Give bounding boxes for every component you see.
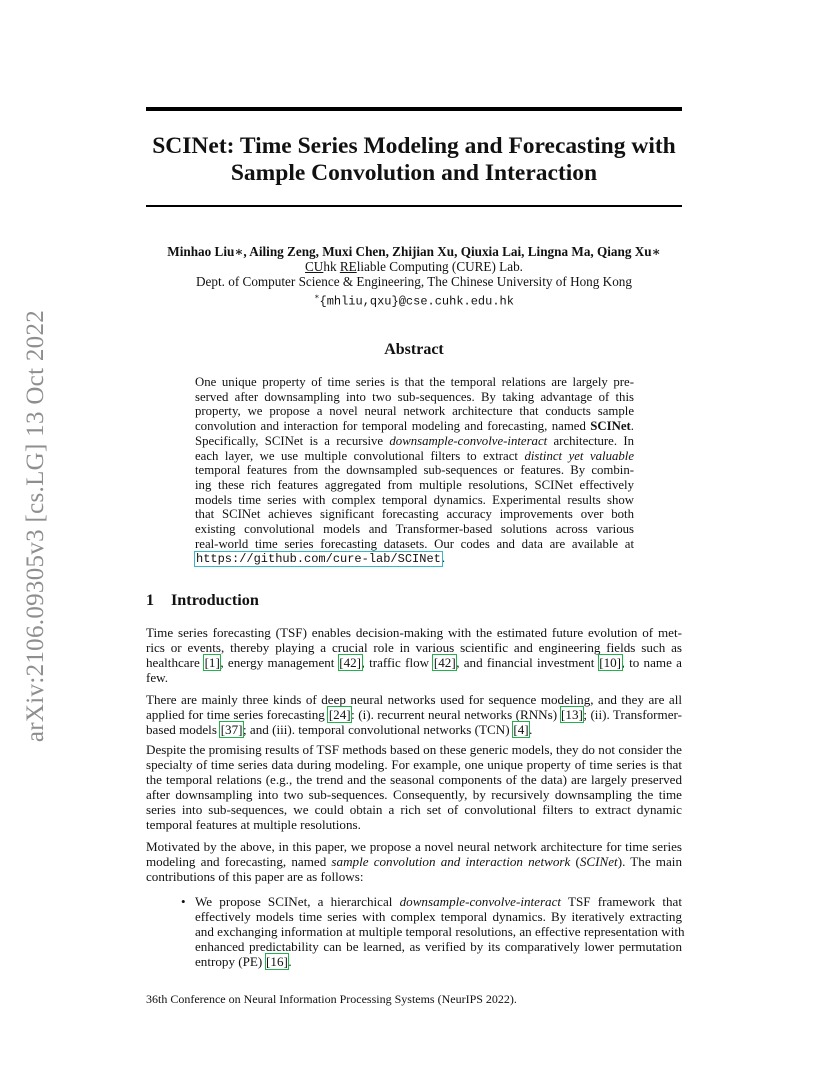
body-italic: SCINet <box>579 854 618 869</box>
citation-link[interactable]: [37] <box>220 722 243 737</box>
body-line: There are mainly three kinds of deep neural networks used for sequence modeling, and they are all <box>146 692 682 707</box>
body-text: , and financial investment <box>456 655 599 670</box>
lab-hk: hk <box>323 259 340 274</box>
abstract-line <box>195 419 634 434</box>
body-text: . <box>529 722 533 737</box>
abstract-heading: Abstract <box>384 341 444 358</box>
conference-footer: 36th Conference on Neural Information Processing Systems (NeurIPS 2022). <box>146 992 517 1006</box>
title-line-2: Sample Convolution and Interaction <box>230 160 598 186</box>
bullet-line <box>195 894 682 909</box>
abstract-italic: distinct yet valuable <box>524 448 635 463</box>
bullet-line: and exchanging information at multiple temporal resolutions, an effective representation with <box>195 924 685 939</box>
body-line: contributions of this paper are as follows: <box>146 869 364 884</box>
email-star: ∗ <box>314 292 320 301</box>
body-line: few. <box>146 670 169 685</box>
body-italic: downsample-convolve-interact <box>399 894 562 909</box>
abstract-italic: downsample-convolve-interact <box>389 433 548 448</box>
abstract-line: real-world time series forecasting datasets. Our codes and data are available at <box>195 536 634 551</box>
citation-link[interactable]: [24] <box>328 707 351 722</box>
body-line: the temporal relations (e.g., the trend and the seasonal components of the data) are largely preserved <box>146 772 682 787</box>
bullet-line: effectively models time series with complex temporal dynamics. By iteratively extracting <box>195 909 682 924</box>
github-link[interactable]: https://github.com/cure-lab/SCINet <box>196 552 441 567</box>
section-title: Introduction <box>171 591 259 609</box>
body-text: We propose SCINet, a hierarchical <box>195 894 400 909</box>
abstract-text: . <box>441 551 446 566</box>
citation-link[interactable]: [10] <box>599 655 622 670</box>
body-line: Motivated by the above, in this paper, we propose a novel neural network architecture for time series <box>146 839 682 854</box>
body-line: Despite the promising results of TSF methods based on these generic models, they do not consider the <box>146 742 682 757</box>
body-text: based models <box>146 722 221 737</box>
body-line: rics or events, thereby playing a crucial role in various scientific and engineering fields such as <box>146 640 682 655</box>
section-heading-introduction <box>146 591 259 610</box>
body-text: , to name a <box>621 655 682 670</box>
abstract-line: models time series with complex temporal dynamics. Experimental results show <box>195 492 634 507</box>
citation-link[interactable]: [42] <box>339 655 362 670</box>
body-text: ( <box>570 854 580 869</box>
lab-cu: CU <box>305 259 324 274</box>
body-text: entropy (PE) <box>195 954 266 969</box>
abstract-line: One unique property of time series is that the temporal relations are largely pre- <box>195 375 634 389</box>
abstract-text: . <box>630 419 634 434</box>
body-text: modeling and forecasting, named <box>146 854 332 869</box>
section-number: 1 <box>146 591 155 609</box>
abstract-line <box>195 551 634 567</box>
bullet-line <box>195 954 682 969</box>
lab-re: RE <box>339 259 357 274</box>
abstract-line: property, we propose a novel neural network architecture that conducts sample <box>195 404 634 419</box>
department: Dept. of Computer Science & Engineering, The Chinese University of Hong Kong <box>196 274 632 289</box>
bullet-line: enhanced predictability can be learned, as verified by its comparatively lower permutation <box>195 939 682 954</box>
body-text: , energy management <box>220 655 339 670</box>
citation-link[interactable]: [4] <box>513 722 529 737</box>
citation-link[interactable]: [13] <box>561 707 583 722</box>
title-line-1: SCINet: Time Series Modeling and Forecasting with <box>152 133 676 159</box>
title-top-rule <box>146 107 682 111</box>
abstract-text: convolution and interaction for temporal modeling and forecasting, named <box>195 419 591 434</box>
citation-link[interactable]: [16] <box>266 954 288 969</box>
citation-link[interactable]: [1] <box>204 655 220 670</box>
body-text: . <box>288 954 292 969</box>
body-line: temporal features at multiple resolutions. <box>146 817 361 832</box>
abstract-text: Specifically, SCINet is a recursive <box>195 433 390 448</box>
body-text: applied for time series forecasting <box>146 707 329 722</box>
abstract-line: served after downsampling into two sub-sequences. By taking advantage of this <box>195 389 634 404</box>
author-list: Minhao Liu∗, Ailing Zeng, Muxi Chen, Zhijian Xu, Qiuxia Lai, Lingna Ma, Qiang Xu∗ <box>167 244 661 259</box>
body-text: : (i). recurrent neural networks (RNNs) <box>351 707 561 722</box>
body-text: ; (ii). Transformer- <box>583 707 683 722</box>
abstract-line: existing convolutional models and Transformer-based solutions across various <box>195 522 634 536</box>
body-text: healthcare <box>146 655 205 670</box>
lab-rest: liable Computing (CURE) Lab. <box>356 259 523 274</box>
email-text[interactable]: {mhliu,qxu}@cse.cuhk.edu.hk <box>319 294 514 309</box>
abstract-text: each layer, we use multiple convolutional filters to extract <box>195 448 525 463</box>
abstract-text: architecture. In <box>547 433 634 448</box>
abstract-line: temporal features from the downsampled sub-sequences or features. By combin- <box>195 463 634 478</box>
citation-link[interactable]: [42] <box>433 655 456 670</box>
abstract-line <box>195 449 634 464</box>
body-text: , traffic flow <box>361 655 434 670</box>
body-line: Time series forecasting (TSF) enables decision-making with the estimated future evolution of met- <box>146 625 682 640</box>
body-line: after downsampling into two sub-sequences. Consequently, by recursively downsampling the time <box>146 787 682 802</box>
body-italic: sample convolution and interaction network <box>331 854 571 869</box>
arxiv-id-text: arXiv:2106.09305v3 [cs.LG] 13 Oct 2022 <box>22 309 49 743</box>
abstract-line: ing these rich features aggregated from multiple resolutions, SCINet effectively <box>195 477 634 492</box>
body-text: TSF framework that <box>561 894 682 909</box>
body-text: ; and (iii). temporal convolutional networks (TCN) <box>243 722 513 737</box>
bullet-marker: • <box>181 894 186 909</box>
abstract-line <box>195 434 634 449</box>
abstract-scinet-bold: SCINet <box>590 419 631 434</box>
abstract-line: that SCINet achieves significant forecasting accuracy improvements over both <box>195 507 634 522</box>
paper-title <box>146 133 682 187</box>
body-line: specialty of time series data during modeling. For example, one unique property of time series is that <box>146 757 682 772</box>
title-bottom-rule <box>146 205 682 207</box>
body-line <box>146 707 682 722</box>
body-text: ). The main <box>617 854 682 869</box>
body-line <box>146 722 682 737</box>
lab-name <box>146 259 682 274</box>
author-email <box>146 289 682 309</box>
body-line <box>146 655 682 670</box>
body-line <box>146 854 682 869</box>
body-line: series into sub-sequences, we could obtain a rich set of convolutional filters to extract dynamic <box>146 802 682 817</box>
